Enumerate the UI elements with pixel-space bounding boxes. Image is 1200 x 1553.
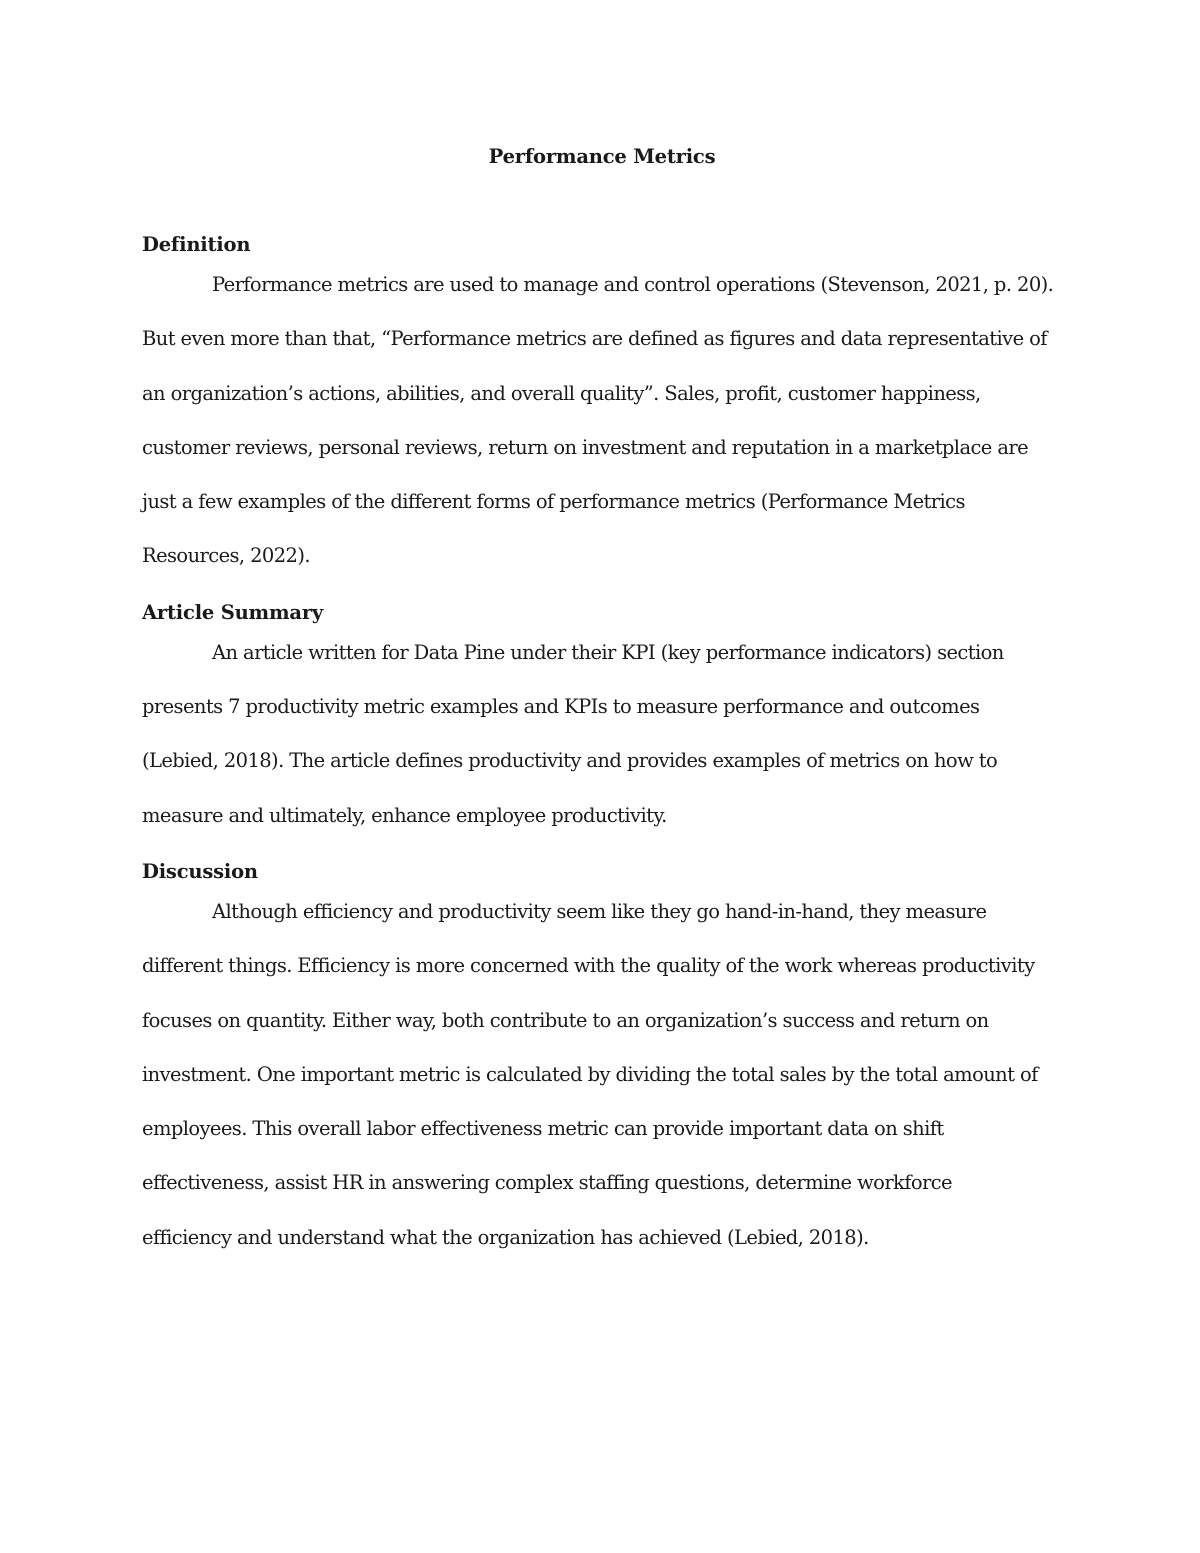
text-line: effectiveness, assist HR in answering complex staffing questions, determine workforce xyxy=(142,1171,953,1195)
text-line: customer reviews, personal reviews, return on investment and reputation in a marketplace are xyxy=(142,435,1029,459)
text-line: Performance metrics are used to manage and control operations (Stevenson, 2021, p. 20). xyxy=(212,273,1054,296)
text-line: an organization’s actions, abilities, and overall quality”. Sales, profit, customer happiness, xyxy=(142,381,981,405)
document-page xyxy=(142,140,1062,1277)
text-line: focuses on quantity. Either way, both contribute to an organization’s success and return on xyxy=(142,1008,989,1032)
text-line: efficiency and understand what the organization has achieved (Lebied, 2018). xyxy=(142,1225,869,1249)
text-line: (Lebied, 2018). The article defines productivity and provides examples of metrics on how to xyxy=(142,749,998,773)
text-line: investment. One important metric is calculated by dividing the total sales by the total amount of xyxy=(142,1062,1038,1086)
section-heading: Definition xyxy=(142,233,251,256)
text-line: employees. This overall labor effectiveness metric can provide important data on shift xyxy=(142,1117,944,1141)
section-heading: Discussion xyxy=(142,859,258,883)
text-line: just a few examples of the different forms of performance metrics (Performance Metrics xyxy=(142,490,965,514)
text-line: But even more than that, “Performance metrics are defined as figures and data representative of xyxy=(142,327,1047,351)
paragraph xyxy=(142,268,1062,594)
text-line: Although efficiency and productivity seem like they go hand-in-hand, they measure xyxy=(212,899,987,923)
text-line: presents 7 productivity metric examples and KPIs to measure performance and outcomes xyxy=(142,695,980,719)
page-title: Performance Metrics xyxy=(488,145,716,168)
text-line: different things. Efficiency is more concerned with the quality of the work whereas productivity xyxy=(142,954,1035,978)
paragraph xyxy=(142,636,1062,853)
paragraph xyxy=(142,895,1062,1275)
section-definition xyxy=(142,228,1062,594)
text-line: An article written for Data Pine under their KPI (key performance indicators) section xyxy=(212,640,1004,664)
section-article-summary xyxy=(142,596,1062,853)
text-line: Resources, 2022). xyxy=(142,544,310,568)
section-heading: Article Summary xyxy=(142,600,324,624)
section-discussion xyxy=(142,855,1062,1275)
text-line: measure and ultimately, enhance employee productivity. xyxy=(142,803,667,827)
